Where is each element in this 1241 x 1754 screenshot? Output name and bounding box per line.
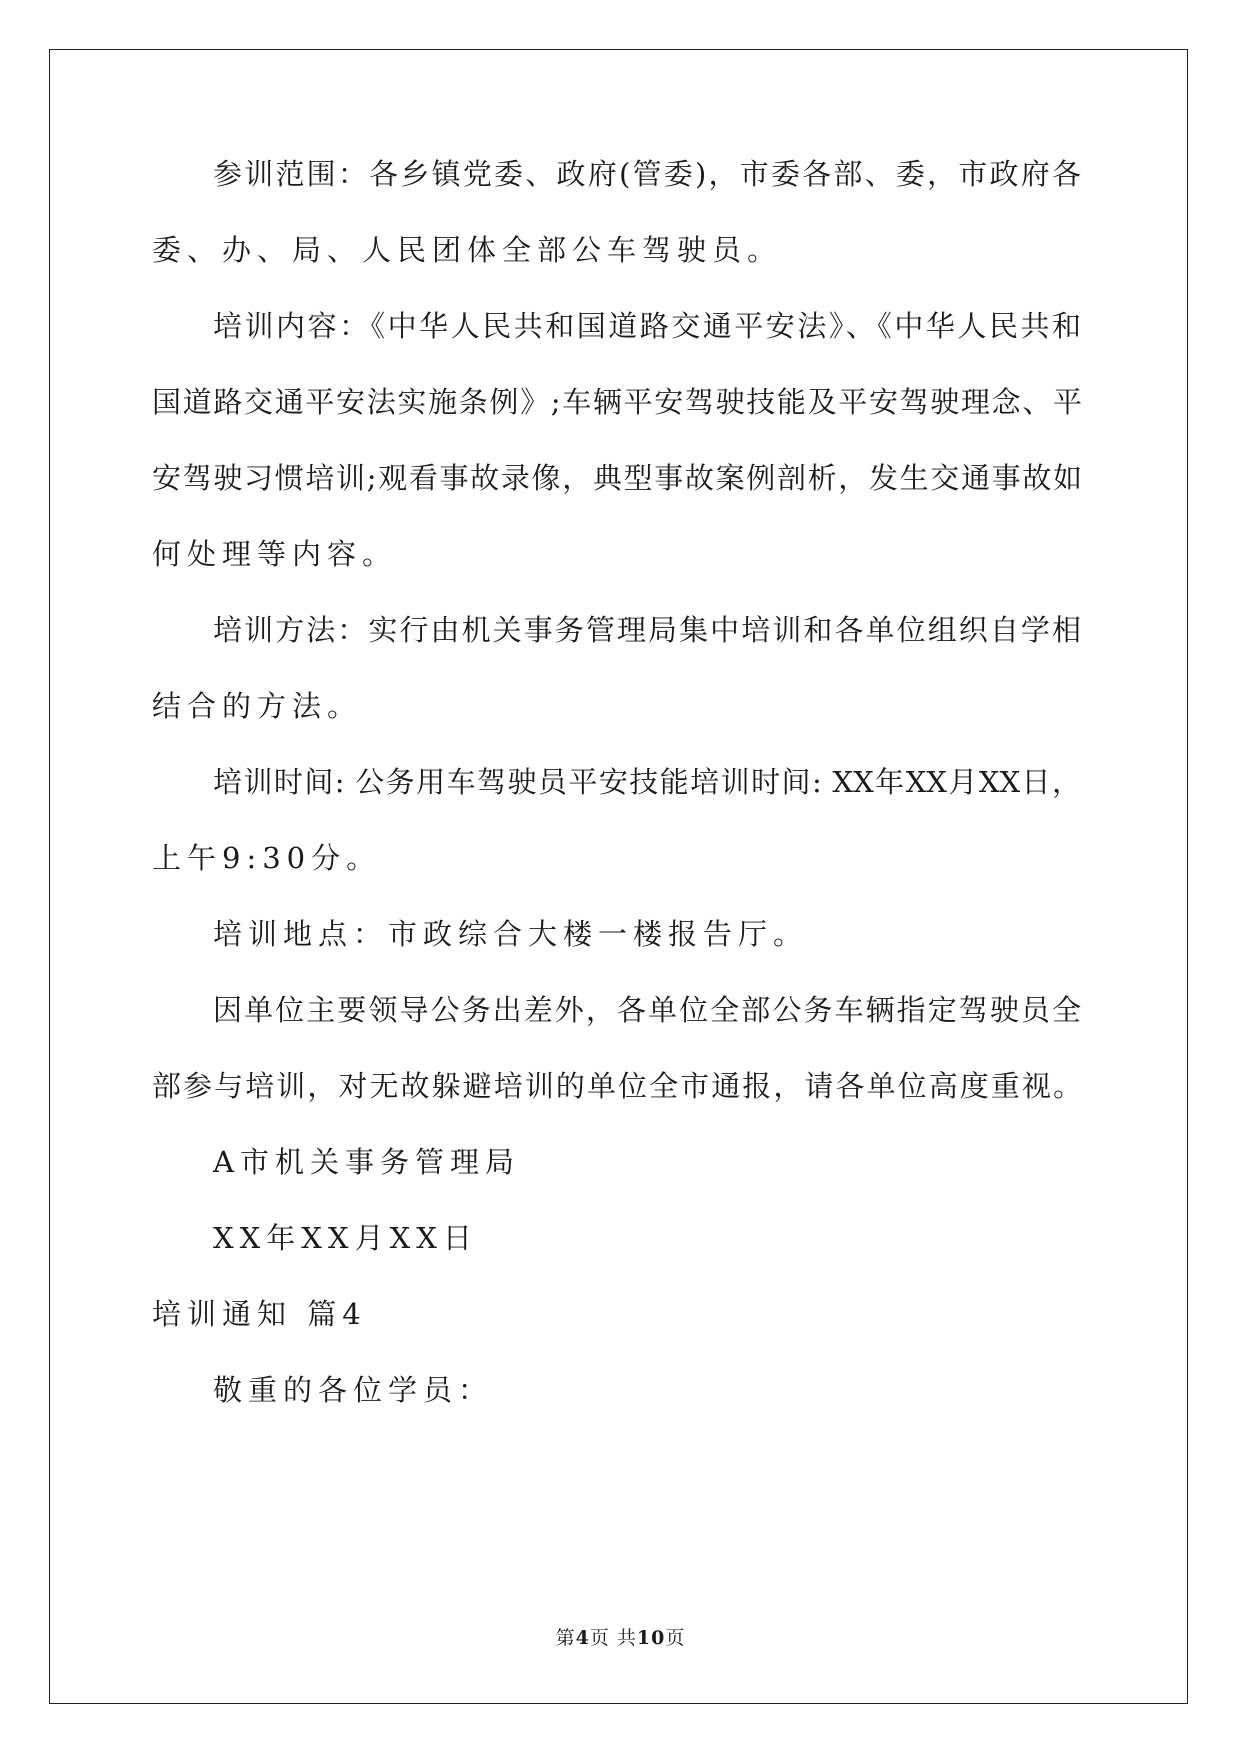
signature-organization: A市机关事务管理局 xyxy=(213,1145,520,1179)
page-footer xyxy=(0,1626,1241,1650)
paragraph-content-line-1: 培训内容：《中华人民共和国道路交通平安法》、《中华人民共和 xyxy=(213,309,1081,343)
footer-suffix: 页 xyxy=(665,1627,686,1649)
greeting: 敬重的各位学员： xyxy=(213,1373,494,1407)
paragraph-scope-line-1: 参训范围：各乡镇党委、政府(管委)，市委各部、委，市政府各 xyxy=(213,157,1081,191)
footer-page-number: 4 xyxy=(575,1627,590,1649)
paragraph-content-line-4: 何处理等内容。 xyxy=(152,537,398,571)
paragraph-method-line-1: 培训方法：实行由机关事务管理局集中培训和各单位组织自学相 xyxy=(213,613,1081,647)
paragraph-scope-line-2: 委、办、局、人民团体全部公车驾驶员。 xyxy=(152,233,783,267)
paragraph-method-line-2: 结合的方法。 xyxy=(152,689,363,723)
footer-middle: 页 共 xyxy=(589,1627,637,1649)
paragraph-location: 培训地点：市政综合大楼一楼报告厅。 xyxy=(213,917,809,951)
paragraph-time-line-2: 上午9:30分。 xyxy=(152,841,382,875)
paragraph-time-line-1: 培训时间: 公务用车驾驶员平安技能培训时间: XX年XX月XX日， xyxy=(213,765,1081,799)
footer-prefix: 第 xyxy=(555,1627,576,1649)
paragraph-notice-line-1: 因单位主要领导公务出差外，各单位全部公务车辆指定驾驶员全 xyxy=(213,993,1081,1027)
paragraph-notice-line-2: 部参与培训，对无故躲避培训的单位全市通报，请各单位高度重视。 xyxy=(152,1069,1082,1103)
paragraph-content-line-2: 国道路交通平安法实施条例》;车辆平安驾驶技能及平安驾驶理念、平 xyxy=(152,385,1082,419)
footer-total-pages: 10 xyxy=(636,1627,666,1649)
section-heading: 培训通知 篇4 xyxy=(152,1297,367,1331)
paragraph-content-line-3: 安驾驶习惯培训;观看事故录像，典型事故案例剖析，发生交通事故如 xyxy=(152,461,1082,495)
signature-date: XX年XX月XX日 xyxy=(213,1221,478,1255)
